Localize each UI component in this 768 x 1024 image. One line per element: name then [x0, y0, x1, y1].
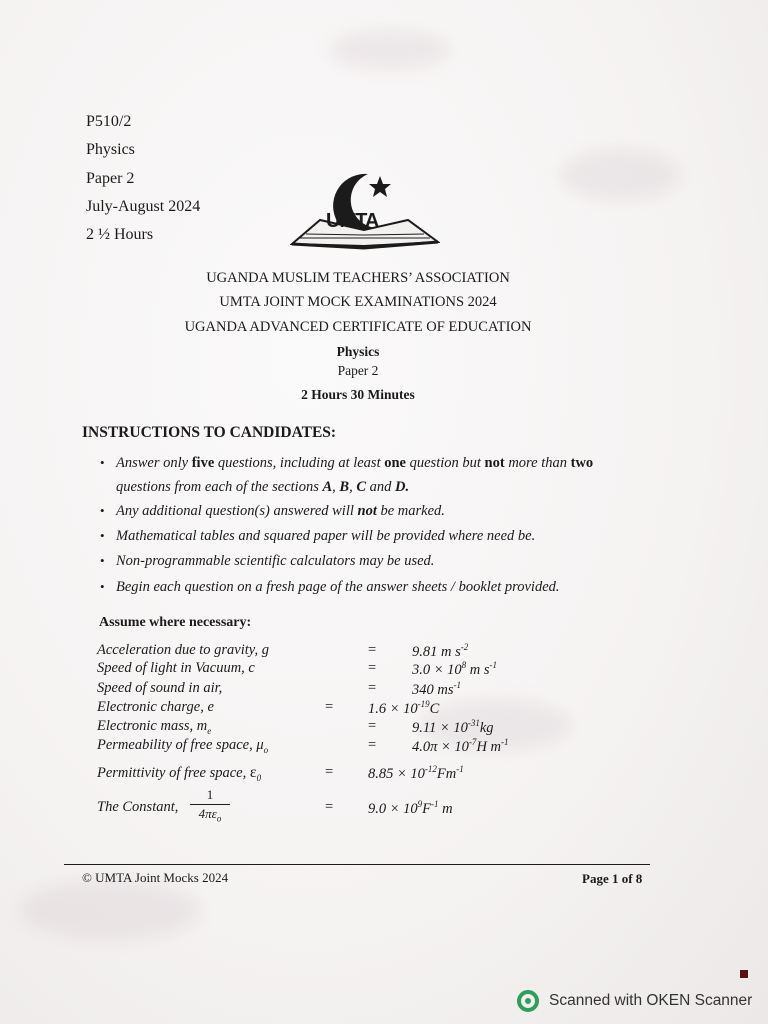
footer-copyright: © UMTA Joint Mocks 2024 [82, 870, 229, 885]
instruction-item-5: • Begin each question on a fresh page of the answer sheets / booklet provided. [100, 579, 560, 595]
constant-label-sound: Speed of sound in air, [97, 680, 223, 696]
header-duration: 2 ½ Hours [86, 226, 154, 243]
title-subject: Physics [336, 344, 380, 359]
oken-scanner-icon [515, 990, 541, 1012]
equals-sign: = [325, 799, 334, 815]
equals-sign: = [368, 737, 377, 753]
fraction-denominator: $4\pi\varepsilon_o$ [198, 806, 222, 824]
scanner-text: Scanned with OKEN Scanner [549, 992, 753, 1009]
equals-sign: = [325, 699, 334, 715]
constant-label-coulomb: The Constant, [97, 799, 179, 815]
crescent-star-book-icon [290, 168, 440, 250]
constant-label-mass: Electronic mass, $m_e$ [97, 718, 212, 736]
constant-label-permeability: Permeability of free space, $\mu_o$ [97, 737, 269, 755]
constant-value-coulomb: $9.0 \times 10^9F^{-1}$ m [368, 799, 453, 817]
equals-sign: = [325, 764, 334, 780]
exam-title: UMTA JOINT MOCK EXAMINATIONS 2024 [219, 294, 497, 310]
constant-value-sound: 340 $ms^{-1}$ [412, 680, 461, 698]
logo-text: UMTA [326, 210, 379, 232]
header-date: July-August 2024 [86, 198, 201, 215]
header-subject: Physics [86, 141, 135, 158]
instruction-item-1-continued: questions from each of the sections A, B, C and D. [116, 479, 410, 495]
umta-logo [290, 168, 440, 250]
equals-sign: = [368, 718, 377, 734]
fraction-numerator: 1 [206, 787, 214, 802]
certificate-title: UGANDA ADVANCED CERTIFICATE OF EDUCATION [184, 319, 532, 335]
assume-heading: Assume where necessary: [99, 615, 252, 630]
constant-value-charge: $1.6 \times 10^{-19}C$ [368, 699, 440, 717]
constant-value-gravity: 9.81 m $s^{-2}$ [412, 642, 469, 660]
constant-value-light: $3.0 \times 10^8$ m $s^{-1}$ [412, 660, 498, 678]
constant-label-light: Speed of light in Vacuum, c [97, 660, 255, 676]
equals-sign: = [368, 680, 377, 696]
constant-label-charge: Electronic charge, e [97, 699, 214, 715]
paper-code: P510/2 [86, 113, 132, 130]
header-paper: Paper 2 [86, 170, 135, 187]
title-paper: Paper 2 [337, 363, 379, 378]
footer-divider [64, 864, 650, 865]
constant-label-permittivity: Permittivity of free space, $\varepsilon_0$ [97, 764, 262, 783]
instructions-heading: INSTRUCTIONS TO CANDIDATES: [82, 424, 337, 441]
constant-value-permittivity: $8.85 \times 10^{-12}Fm^{-1}$ [368, 764, 464, 782]
instruction-item-1: • Answer only five questions, including at least one question but not more than two [100, 455, 594, 471]
scanner-watermark [515, 990, 752, 1012]
constant-label-gravity: Acceleration due to gravity, g [97, 642, 269, 658]
scan-mark [740, 970, 748, 978]
instruction-item-2: • Any additional question(s) answered will not be marked. [100, 503, 445, 519]
constant-value-permeability: $4.0\pi \times 10^{-7}H$ $m^{-1}$ [412, 737, 509, 755]
association-title: UGANDA MUSLIM TEACHERS’ ASSOCIATION [206, 270, 510, 286]
instruction-item-4: • Non-programmable scientific calculators may be used. [100, 553, 435, 569]
instruction-item-3: • Mathematical tables and squared paper will be provided where need be. [100, 528, 536, 544]
equals-sign: = [368, 642, 377, 658]
page-number: Page 1 of 8 [582, 871, 643, 886]
coulomb-fraction [190, 788, 230, 826]
constant-value-mass: $9.11 \times 10^{-31}kg$ [412, 718, 494, 736]
fraction-bar [190, 804, 230, 805]
equals-sign: = [368, 660, 377, 676]
title-time: 2 Hours 30 Minutes [301, 387, 415, 402]
